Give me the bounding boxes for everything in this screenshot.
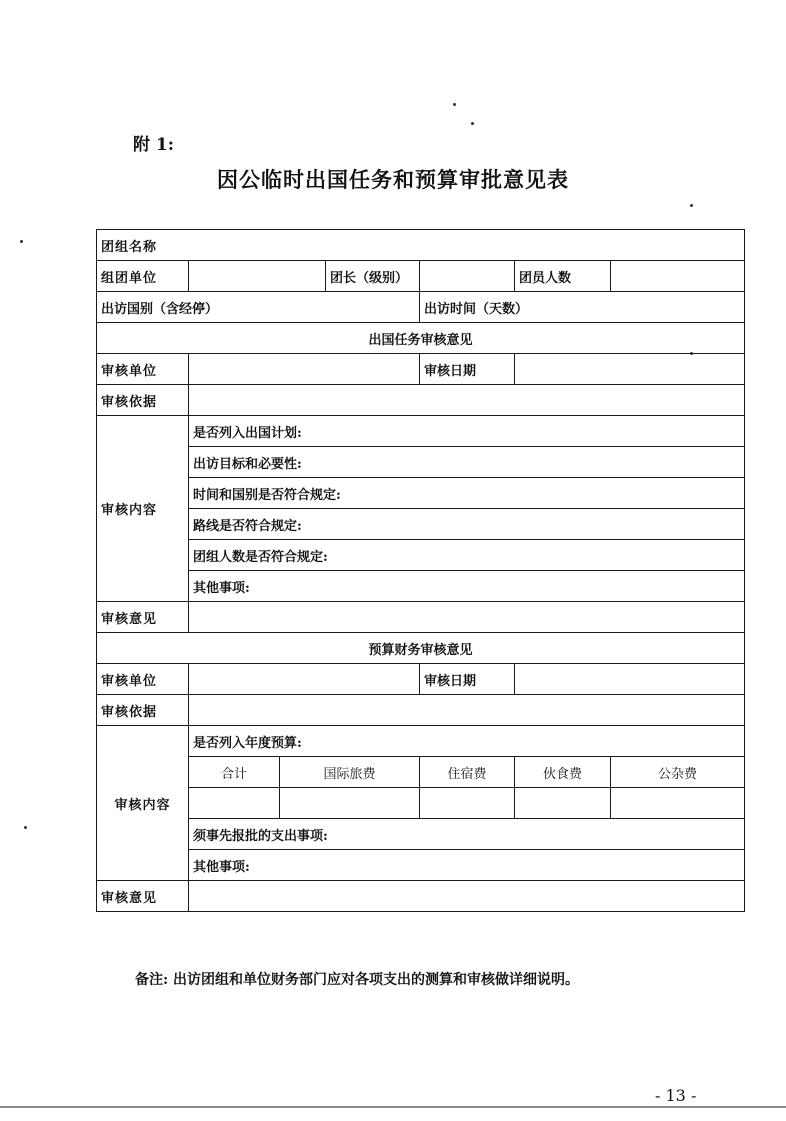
review-content-label: 审核内容 xyxy=(97,726,189,881)
team-name-label: 团组名称 xyxy=(97,230,745,261)
task-item[interactable]: 出访目标和必要性: xyxy=(189,447,745,478)
row-countries xyxy=(97,292,745,323)
review-unit-label: 审核单位 xyxy=(97,354,189,385)
other-items-item[interactable]: 其他事项: xyxy=(189,850,745,881)
review-opinion-field[interactable] xyxy=(189,881,745,912)
row-org-unit xyxy=(97,261,745,292)
page-edge-line xyxy=(0,1106,786,1108)
row-team-name xyxy=(97,230,745,261)
section1-header: 出国任务审核意见 xyxy=(97,323,745,354)
approval-form-table xyxy=(96,229,745,912)
row-task-item xyxy=(97,416,745,447)
review-opinion-field[interactable] xyxy=(189,602,745,633)
scan-speck xyxy=(453,103,456,106)
review-unit-field[interactable] xyxy=(189,354,420,385)
row-pre-approval xyxy=(97,819,745,850)
expense-cell[interactable] xyxy=(611,788,745,819)
attachment-label: 附 1: xyxy=(133,135,175,155)
row-other-items xyxy=(97,850,745,881)
row-review-unit-1 xyxy=(97,354,745,385)
section2-header: 预算财务审核意见 xyxy=(97,633,745,664)
review-opinion-label: 审核意见 xyxy=(97,602,189,633)
review-unit-label: 审核单位 xyxy=(97,664,189,695)
row-task-item xyxy=(97,447,745,478)
review-date-field[interactable] xyxy=(515,354,745,385)
expense-cell[interactable] xyxy=(420,788,515,819)
scan-speck xyxy=(690,204,693,207)
row-budget-included xyxy=(97,726,745,757)
page-number: - 13 - xyxy=(655,1086,697,1105)
expense-cell[interactable] xyxy=(280,788,420,819)
leader-label: 团长（级别） xyxy=(326,261,420,292)
section1-header-row xyxy=(97,323,745,354)
pre-approval-item[interactable]: 须事先报批的支出事项: xyxy=(189,819,745,850)
expense-cell[interactable] xyxy=(189,788,280,819)
expense-column-header: 住宿费 xyxy=(420,757,515,788)
footnote: 备注: 出访团组和单位财务部门应对各项支出的测算和审核做详细说明。 xyxy=(135,972,580,988)
expense-column-header: 国际旅费 xyxy=(280,757,420,788)
members-label: 团员人数 xyxy=(515,261,611,292)
review-unit-field[interactable] xyxy=(189,664,420,695)
org-unit-field[interactable] xyxy=(189,261,326,292)
review-basis-label: 审核依据 xyxy=(97,695,189,726)
countries-label: 出访国别（含经停） xyxy=(97,292,420,323)
review-date-field[interactable] xyxy=(515,664,745,695)
task-item[interactable]: 团组人数是否符合规定: xyxy=(189,540,745,571)
scan-speck xyxy=(471,122,474,125)
review-basis-label: 审核依据 xyxy=(97,385,189,416)
task-item[interactable]: 是否列入出国计划: xyxy=(189,416,745,447)
review-date-label: 审核日期 xyxy=(420,354,515,385)
review-basis-field[interactable] xyxy=(189,695,745,726)
page-title: 因公临时出国任务和预算审批意见表 xyxy=(217,167,569,192)
expense-column-header: 合计 xyxy=(189,757,280,788)
row-task-item xyxy=(97,571,745,602)
leader-field[interactable] xyxy=(420,261,515,292)
section2-header-row xyxy=(97,633,745,664)
expense-cell[interactable] xyxy=(515,788,611,819)
expense-value-row xyxy=(97,788,745,819)
expense-header-row xyxy=(97,757,745,788)
row-review-unit-2 xyxy=(97,664,745,695)
row-review-opinion-2 xyxy=(97,881,745,912)
review-basis-field[interactable] xyxy=(189,385,745,416)
duration-label: 出访时间（天数） xyxy=(420,292,745,323)
members-field[interactable] xyxy=(611,261,745,292)
org-unit-label: 组团单位 xyxy=(97,261,189,292)
scan-speck xyxy=(24,826,27,829)
scan-speck xyxy=(20,240,23,243)
expense-column-header: 公杂费 xyxy=(611,757,745,788)
review-content-label: 审核内容 xyxy=(97,416,189,602)
review-opinion-label: 审核意见 xyxy=(97,881,189,912)
row-task-item xyxy=(97,478,745,509)
row-task-item xyxy=(97,509,745,540)
budget-included-item[interactable]: 是否列入年度预算: xyxy=(189,726,745,757)
row-task-item xyxy=(97,540,745,571)
row-review-opinion-1 xyxy=(97,602,745,633)
task-item[interactable]: 其他事项: xyxy=(189,571,745,602)
expense-column-header: 伙食费 xyxy=(515,757,611,788)
row-review-basis-2 xyxy=(97,695,745,726)
review-date-label: 审核日期 xyxy=(420,664,515,695)
row-review-basis-1 xyxy=(97,385,745,416)
task-item[interactable]: 时间和国别是否符合规定: xyxy=(189,478,745,509)
task-item[interactable]: 路线是否符合规定: xyxy=(189,509,745,540)
